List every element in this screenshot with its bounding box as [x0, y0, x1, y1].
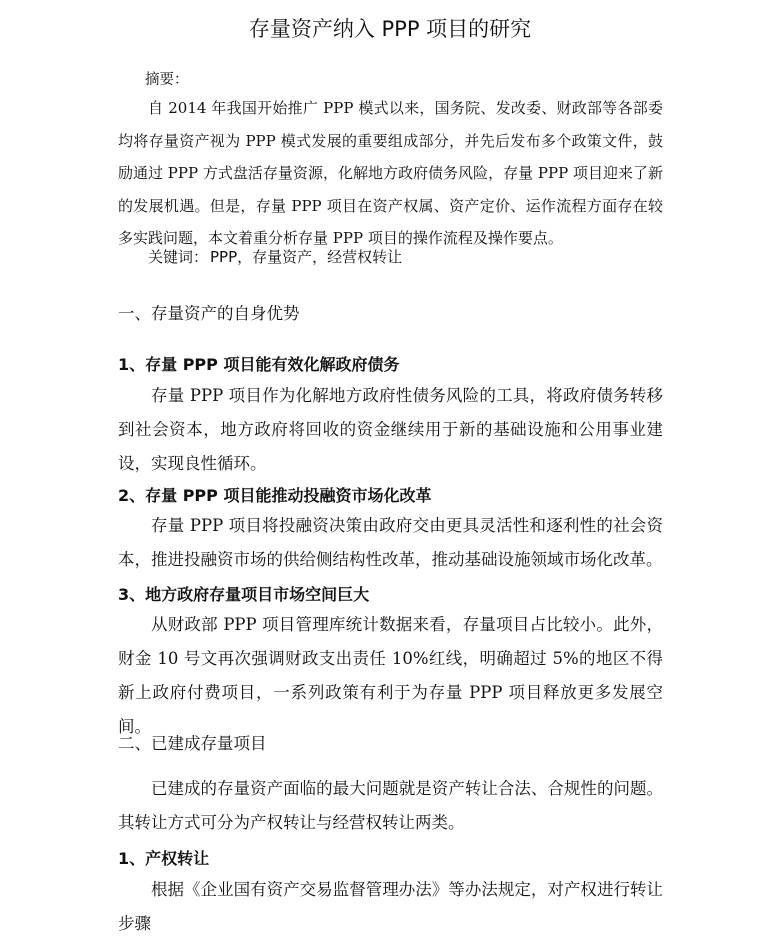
section-2-heading: 二、已建成存量项目	[118, 734, 267, 753]
abstract-body: 自 2014 年我国开始推广 PPP 模式以来，国务院、发改委、财政部等各部委均将存量资产视为 PPP 模式发展的重要组成部分，并先后发布多个政策文件，鼓励通过 PPP 方式盘活存量资源，化解地方政府债务风险，存量 PPP 项目迎来了新的发展机遇。但是，存量 PPP 项目在资产权属、资产定价、运作流程方面存在较多实践问题，本文着重分析存量 PPP 项目的操作流程及操作要点。	[118, 99, 663, 247]
section-1-2-heading: 2、存量 PPP 项目能推动投融资市场化改革	[118, 486, 432, 505]
keywords-value: PPP，存量资产，经营权转让	[210, 248, 403, 266]
section-1-heading: 一、存量资产的自身优势	[118, 304, 300, 323]
keywords-line	[148, 246, 402, 267]
keywords-label: 关键词：	[148, 248, 209, 266]
section-1-1-heading: 1、存量 PPP 项目能有效化解政府债务	[118, 355, 400, 374]
section-1-1-body: 存量 PPP 项目作为化解地方政府性债务风险的工具，将政府债务转移到社会资本，地方政府将回收的资金继续用于新的基础设施和公用事业建设，实现良性循环。	[118, 386, 663, 473]
section-1-3-body: 从财政部 PPP 项目管理库统计数据来看，存量项目占比较小。此外，财金 10 号文再次强调财政支出责任 10%红线，明确超过 5%的地区不得新上政府付费项目，一系列政策有利于为存量 PPP 项目释放更多发展空间。	[118, 615, 663, 736]
section-2-1-heading: 1、产权转让	[118, 849, 210, 868]
section-2-body: 已建成的存量资产面临的最大问题就是资产转让合法、合规性的问题。其转让方式可分为产权转让与经营权转让两类。	[118, 779, 663, 832]
abstract-label: 摘要：	[145, 72, 189, 88]
section-2-1-body: 根据《企业国有资产交易监督管理办法》等办法规定，对产权进行转让步骤	[118, 880, 663, 933]
page-title: 存量资产纳入 PPP 项目的研究	[248, 17, 532, 41]
section-1-3-heading: 3、地方政府存量项目市场空间巨大	[118, 585, 370, 604]
section-1-2-body: 存量 PPP 项目将投融资决策由政府交由更具灵活性和逐利性的社会资本，推进投融资市场的供给侧结构性改革，推动基础设施领域市场化改革。	[118, 516, 663, 569]
